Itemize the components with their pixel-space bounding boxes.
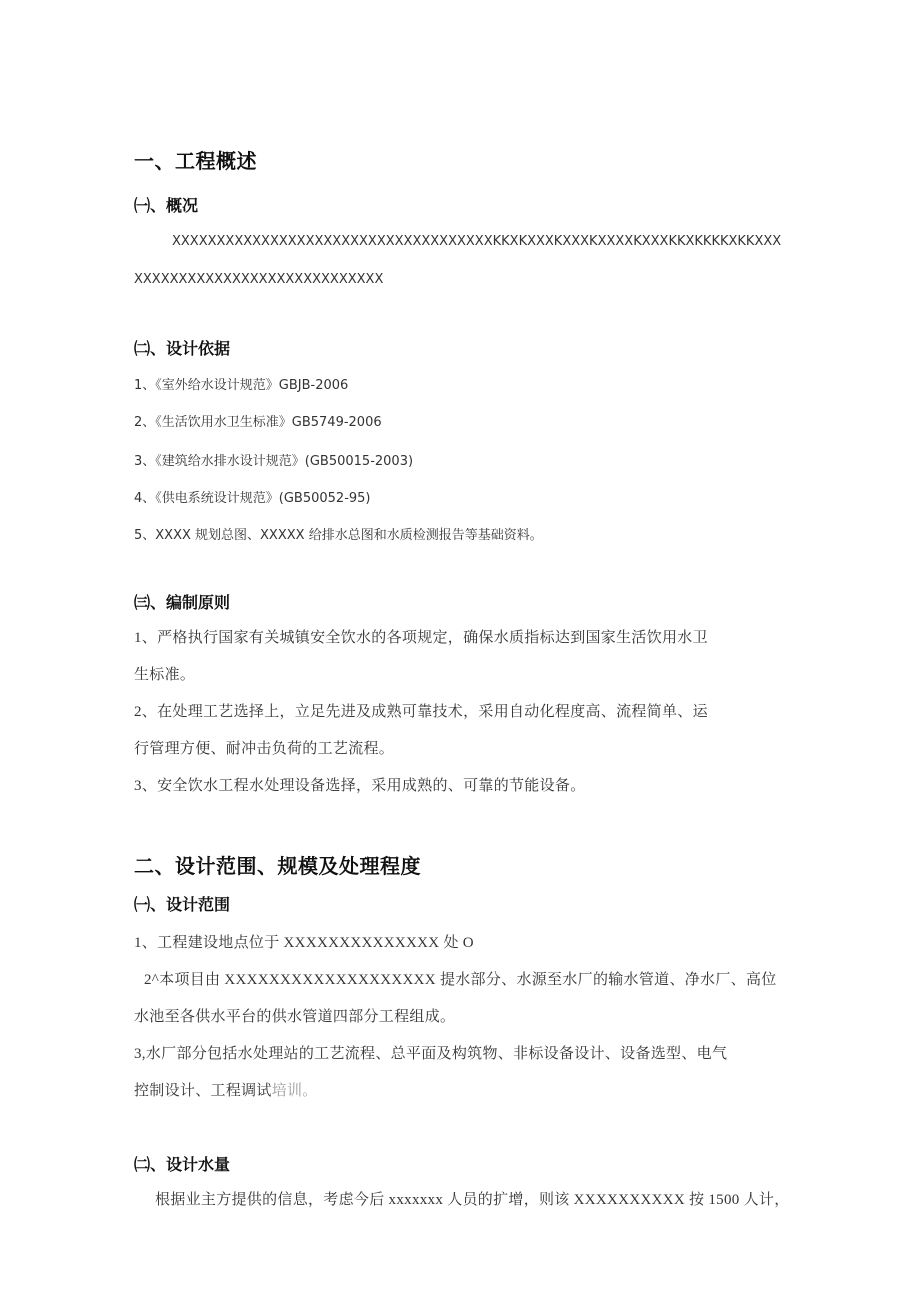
subsection-design-scope-title: ㈠、设计范围 [134,895,231,914]
design-scope-last-main: 控制设计、工程调试 [134,1083,272,1099]
overview-line-1: XXXXXXXXXXXXXXXXXXXXXXXXXXXXXXXXXXXXKKXKXXXKXXXKXXXXKXXXKKXKKKKXKKXXX [172,234,782,249]
section-2-title: 二、设计范围、规模及处理程度 [134,854,421,878]
subsection-design-basis-title: ㈡、设计依据 [134,339,231,358]
principles-line: 3、安全饮水工程水处理设备选择，采用成熟的、可靠的节能设备。 [134,778,586,794]
design-scope-line: 3,水厂部分包括水处理站的工艺流程、总平面及构筑物、非标设备设计、设备选型、电气 [134,1046,728,1062]
design-scope-line-last [134,1079,318,1100]
design-scope-line: 水池至各供水平台的供水管道四部分工程组成。 [134,1009,456,1025]
overview-line-2: XXXXXXXXXXXXXXXXXXXXXXXXXXXX [134,272,384,287]
design-basis-item: 4、《供电系统设计规范》(GB50052-95) [134,491,371,506]
principles-line: 2、在处理工艺选择上，立足先进及成熟可靠技术，采用自动化程度高、流程简单、运 [134,704,708,720]
principles-line: 1、严格执行国家有关城镇安全饮水的各项规定，确保水质指标达到国家生活饮用水卫 [134,630,708,646]
design-water-line: 根据业主方提供的信息，考虑今后 xxxxxxx 人员的扩增，则该 XXXXXXXXXX 按 1500 人计， [155,1192,790,1208]
design-scope-line: 2^本项目由 XXXXXXXXXXXXXXXXXXX 提水部分、水源至水厂的输水管道、净水厂、高位 [144,972,777,988]
design-basis-item: 3、《建筑给水排水设计规范》(GB50015-2003) [134,454,414,469]
subsection-overview-title: ㈠、概况 [134,196,199,215]
design-basis-item: 2、《生活饮用水卫生标准》GB5749-2006 [134,415,382,430]
design-scope-last-grey: 培训。 [271,1083,318,1099]
subsection-principles-title: ㈢、编制原则 [134,593,231,612]
section-1-title: 一、工程概述 [134,149,257,173]
design-scope-line: 1、工程建设地点位于 XXXXXXXXXXXXXX 处 O [134,935,474,951]
subsection-design-water-title: ㈡、设计水量 [134,1155,231,1174]
principles-line: 行管理方便、耐冲击负荷的工艺流程。 [134,741,395,757]
design-basis-item: 5、XXXX 规划总图、XXXXX 给排水总图和水质检测报告等基础资料。 [134,528,543,543]
design-basis-item: 1、《室外给水设计规范》GBJB-2006 [134,378,349,393]
principles-line: 生标准。 [134,667,196,683]
